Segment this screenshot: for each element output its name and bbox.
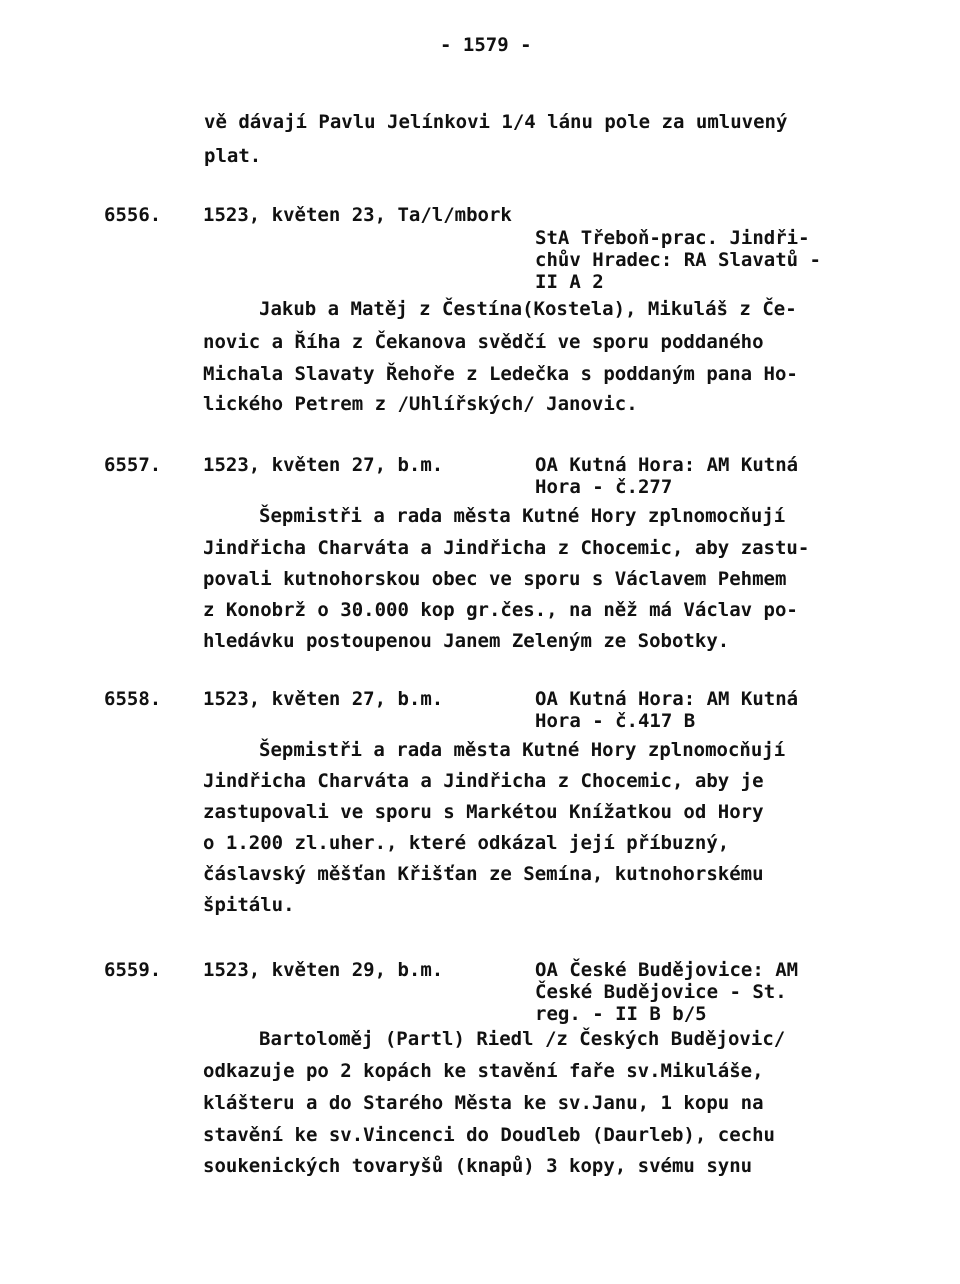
entry-number: 6558. (104, 688, 162, 710)
entry-text-line: Bartoloměj (Partl) Riedl /z Českých Budějovic/ (259, 1028, 786, 1050)
entry-source-line: OA Kutná Hora: AM Kutná (535, 688, 799, 710)
entry-text-line: Šepmistři a rada města Kutné Hory zplnomocňují (259, 739, 786, 761)
entry-source-line: OA Kutná Hora: AM Kutná (535, 454, 799, 476)
entry-text-line: Šepmistři a rada města Kutné Hory zplnomocňují (259, 505, 786, 527)
entry-number: 6559. (104, 959, 162, 981)
entry-date: 1523, květen 27, b.m. (203, 688, 444, 710)
entry-source-line: Hora - č.277 (535, 476, 673, 498)
page-number: - 1579 - (440, 34, 532, 56)
entry-source-line: České Budějovice - St. (535, 981, 787, 1003)
entry-text-line: hledávku postoupenou Janem Zeleným ze Sobotky. (203, 630, 730, 652)
entry-text-line: Jindřicha Charváta a Jindřicha z Chocemic, aby zastu- (203, 537, 810, 559)
continuation-line: plat. (204, 145, 262, 167)
entry-text-line: lického Petrem z /Uhlířských/ Janovic. (203, 393, 638, 415)
entry-source-line: StA Třeboň-prac. Jindři- (535, 227, 810, 249)
entry-text-line: špitálu. (203, 894, 295, 916)
entry-text-line: z Konobrž o 30.000 kop gr.čes., na něž má Václav po- (203, 599, 798, 621)
entry-date: 1523, květen 27, b.m. (203, 454, 444, 476)
entry-text-line: povali kutnohorskou obec ve sporu s Václavem Pehmem (203, 568, 787, 590)
entry-text-line: Michala Slavaty Řehoře z Ledečka s poddaným pana Ho- (203, 363, 798, 385)
entry-source-line: II A 2 (535, 271, 604, 293)
entry-source-line: reg. - II B b/5 (535, 1003, 707, 1025)
entry-number: 6557. (104, 454, 162, 476)
entry-text-line: odkazuje po 2 kopách ke stavění faře sv.Mikuláše, (203, 1060, 764, 1082)
entry-source-line: OA České Budějovice: AM (535, 959, 799, 981)
entry-source-line: Hora - č.417 B (535, 710, 696, 732)
entry-date: 1523, květen 23, Ta/l/mbork (203, 204, 512, 226)
entry-text-line: Jindřicha Charváta a Jindřicha z Chocemic, aby je (203, 770, 764, 792)
entry-text-line: Jakub a Matěj z Čestína(Kostela), Mikuláš z Če- (259, 298, 797, 320)
entry-number: 6556. (104, 204, 162, 226)
entry-text-line: novic a Říha z Čekanova svědčí ve sporu poddaného (203, 331, 764, 353)
entry-text-line: soukenických tovaryšů (knapů) 3 kopy, svému synu (203, 1155, 753, 1177)
entry-date: 1523, květen 29, b.m. (203, 959, 444, 981)
entry-source-line: chův Hradec: RA Slavatů - (535, 249, 821, 271)
entry-text-line: čáslavský měšťan Křišťan ze Semína, kutnohorskému (203, 863, 764, 885)
entry-text-line: klášteru a do Starého Města ke sv.Janu, 1 kopu na (203, 1092, 764, 1114)
continuation-line: vě dávají Pavlu Jelínkovi 1/4 lánu pole za umluvený (204, 111, 788, 133)
entry-text-line: stavění ke sv.Vincenci do Doudleb (Daurleb), cechu (203, 1124, 775, 1146)
entry-text-line: o 1.200 zl.uher., které odkázal její příbuzný, (203, 832, 730, 854)
entry-text-line: zastupovali ve sporu s Markétou Knížatkou od Hory (203, 801, 764, 823)
